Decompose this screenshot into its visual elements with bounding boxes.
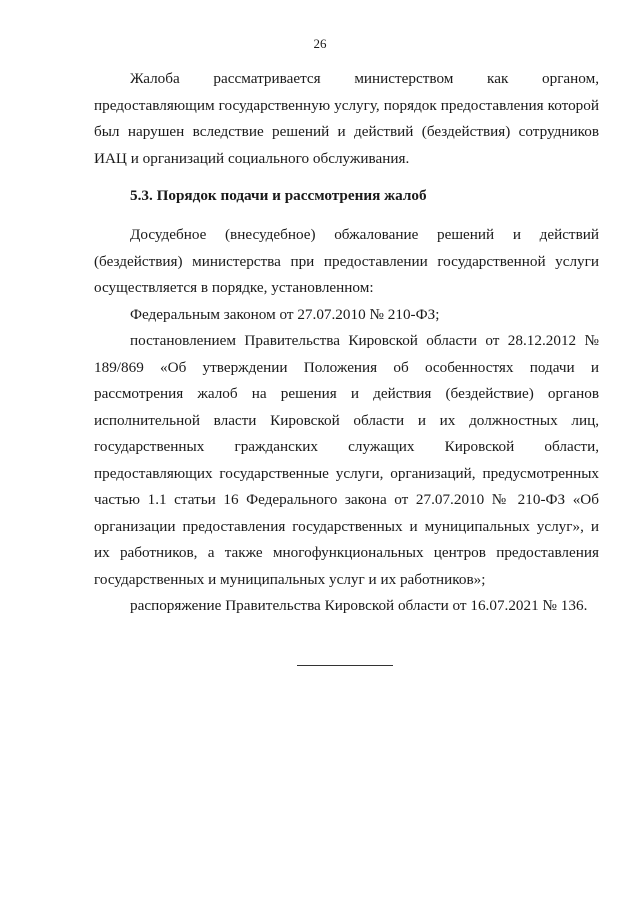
- page-number: 26: [313, 36, 327, 51]
- section-body: [94, 222, 599, 620]
- appeal-intro-paragraph: Досудебное (внесудебное) обжалование решений и действий (бездействия) министерства при предоставлении государственной услуги осуществляется в порядке, установленном:: [94, 226, 599, 296]
- paragraph-text: Жалоба рассматривается министерством как органом, предоставляющим государственную услугу, порядок предоставления которой был нарушен вследствие решений и действий (бездействия) сотрудников ИАЦ и организаций социального обслуживания.: [94, 70, 599, 167]
- government-order-paragraph: распоряжение Правительства Кировской области от 16.07.2021 № 136.: [130, 597, 588, 614]
- government-resolution-paragraph: постановлением Правительства Кировской области от 28.12.2012 № 189/869 «Об утверждении Положения об особенностях подачи и рассмотрения жалоб на решения и действия (бездействие) органов исполнительной власти Кировской области и их должностных лиц, государственных гражданских служащих Кировской области, предоставляющих государственные услуги, организаций, предусмотренных частью 1.1 статьи 16 Федерального закона от 27.07.2010 № 210-ФЗ «Об организации предоставления государственных и муниципальных услуг», и их работников, а также многофункциональных центров предоставления государственных и муниципальных услуг и их работников»;: [94, 332, 599, 588]
- end-divider: [297, 665, 393, 666]
- federal-law-paragraph: Федеральным законом от 27.07.2010 № 210-ФЗ;: [130, 305, 440, 323]
- complaint-review-paragraph: [94, 66, 599, 172]
- section-heading: 5.3. Порядок подачи и рассмотрения жалоб: [130, 187, 427, 204]
